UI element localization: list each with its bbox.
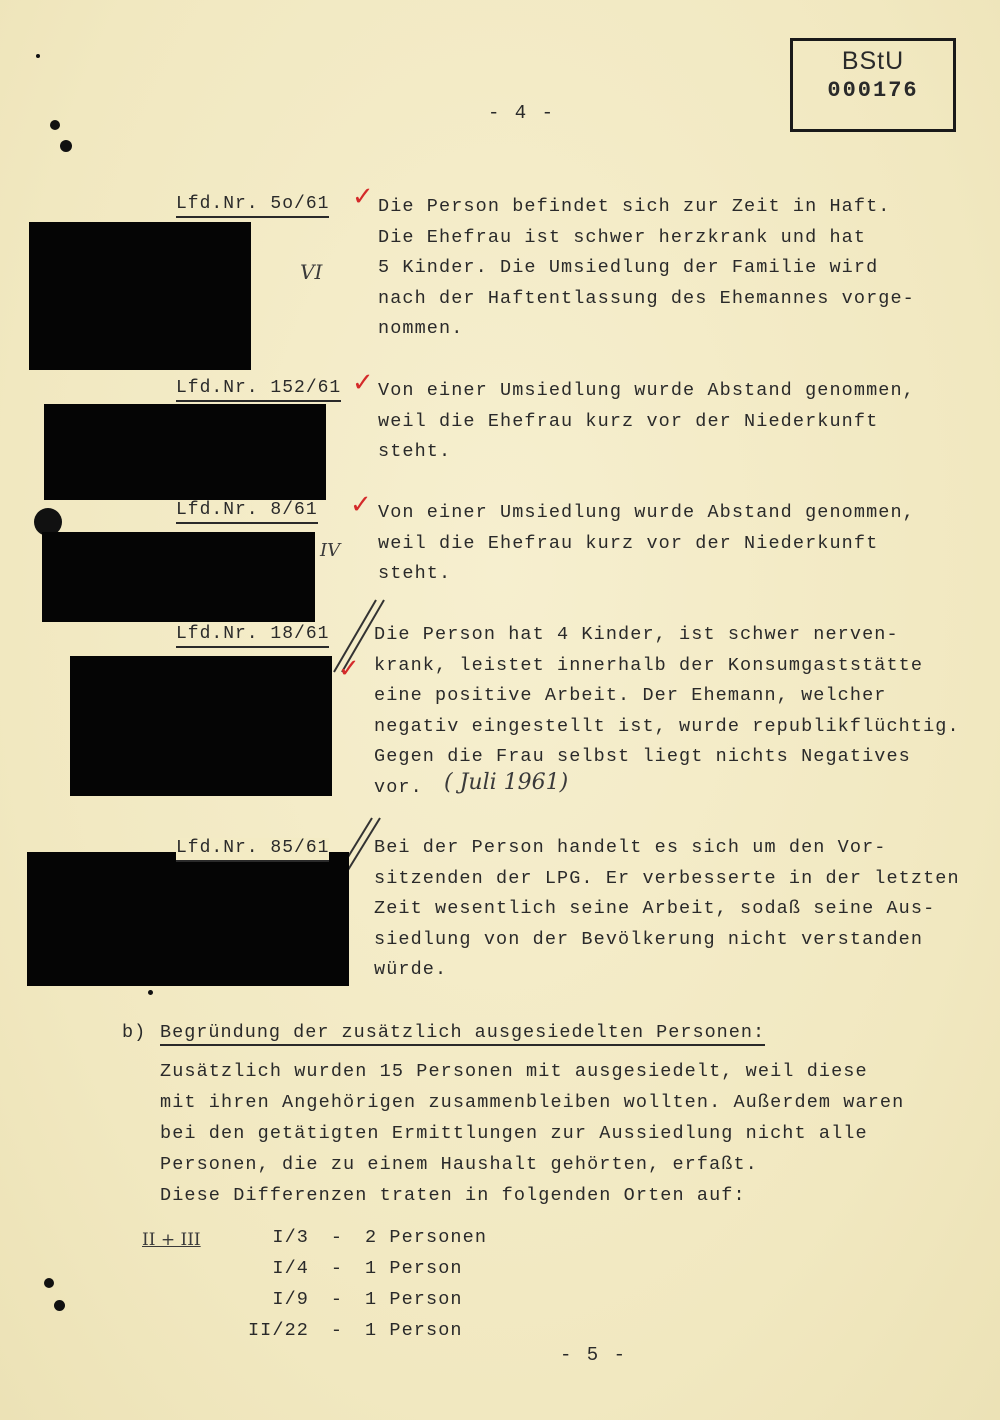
check-mark: ✓ [352, 368, 374, 398]
speck [148, 990, 153, 995]
margin-mark: VI [300, 260, 323, 284]
person-count: 1 Person [365, 1258, 463, 1279]
entry-label: Lfd.Nr. 5o/61 [176, 194, 329, 218]
list-item [214, 1315, 515, 1346]
entry-text: Von einer Umsiedlung wurde Abstand genommen, weil die Ehefrau kurz vor der Niederkunft steht. [378, 380, 915, 462]
dash: - [330, 1289, 344, 1310]
redaction-block [42, 532, 315, 622]
place-code: II/22 [247, 1320, 309, 1341]
list-item [214, 1222, 515, 1253]
entry-text: Die Person befindet sich zur Zeit in Haft. Die Ehefrau ist schwer herzkrank und hat 5 Kinder. Die Umsiedlung der Familie wird nach der Haftentlassung des Ehemannes vorge- nommen. [378, 196, 915, 339]
dash: - [330, 1320, 344, 1341]
next-page-number: - 5 - [560, 1344, 628, 1366]
list-item [214, 1253, 515, 1284]
margin-mark: IV [320, 540, 341, 561]
person-count: 1 Person [365, 1320, 463, 1341]
stamp-number: 000176 [827, 78, 919, 103]
speck [50, 120, 60, 130]
entry-label: Lfd.Nr. 152/61 [176, 378, 341, 402]
section-letter: b) [122, 1022, 147, 1043]
person-count: 2 Personen [365, 1227, 488, 1248]
redaction-block [70, 656, 332, 796]
entry-text: Bei der Person handelt es sich um den Vor- sitzenden der LPG. Er verbesserte in der letzten Zeit wesentlich seine Arbeit, sodaß seine Aus- siedlung von der Bevölkerung nicht verstanden würde. [374, 837, 960, 980]
handwritten-note: ( Juli 1961) [444, 770, 569, 795]
person-count: 1 Person [365, 1289, 463, 1310]
section-text: Zusätzlich wurden 15 Personen mit ausgesiedelt, weil diese mit ihren Angehörigen zusammenbleiben wollten. Außerdem waren bei den getätigten Ermittlungen zur Aussiedlung nicht alle Personen, die zu einem Haushalt gehörten, erfaßt. Diese Differenzen traten in folgenden Orten auf: [160, 1061, 905, 1206]
place-code: I/4 [272, 1258, 309, 1279]
redaction-block [44, 404, 326, 500]
section-title: Begründung der zusätzlich ausgesiedelten Personen: [160, 1022, 765, 1046]
margin-mark: II + III [142, 1230, 201, 1250]
stamp-agency: BStU [841, 47, 905, 75]
speck [60, 140, 72, 152]
check-mark: ✓ [352, 182, 374, 212]
archive-stamp [790, 38, 956, 132]
entry-text: Von einer Umsiedlung wurde Abstand genommen, weil die Ehefrau kurz vor der Niederkunft steht. [378, 502, 915, 584]
speck [44, 1278, 54, 1288]
dash: - [330, 1227, 344, 1248]
page-number: - 4 - [488, 102, 556, 124]
redaction-block [27, 852, 349, 986]
speck [54, 1300, 65, 1311]
entry-label: Lfd.Nr. 18/61 [176, 624, 329, 648]
place-code: I/3 [272, 1227, 309, 1248]
dash: - [330, 1258, 344, 1279]
redaction-block [29, 222, 251, 370]
speck [36, 54, 40, 58]
list-item [214, 1284, 515, 1315]
check-mark: ✓ [350, 490, 372, 520]
place-code: I/9 [272, 1289, 309, 1310]
places-list [214, 1222, 515, 1346]
entry-label: Lfd.Nr. 85/61 [176, 838, 329, 862]
check-mark: ✓ [338, 654, 360, 684]
entry-label: Lfd.Nr. 8/61 [176, 500, 318, 524]
entry-text: Die Person hat 4 Kinder, ist schwer nerven- krank, leistet innerhalb der Konsumgaststätte eine positive Arbeit. Der Ehemann, welcher negativ eingestellt ist, wurde republikflüchtig. Gegen die Frau selbst liegt nichts Negatives vor. [374, 624, 960, 798]
